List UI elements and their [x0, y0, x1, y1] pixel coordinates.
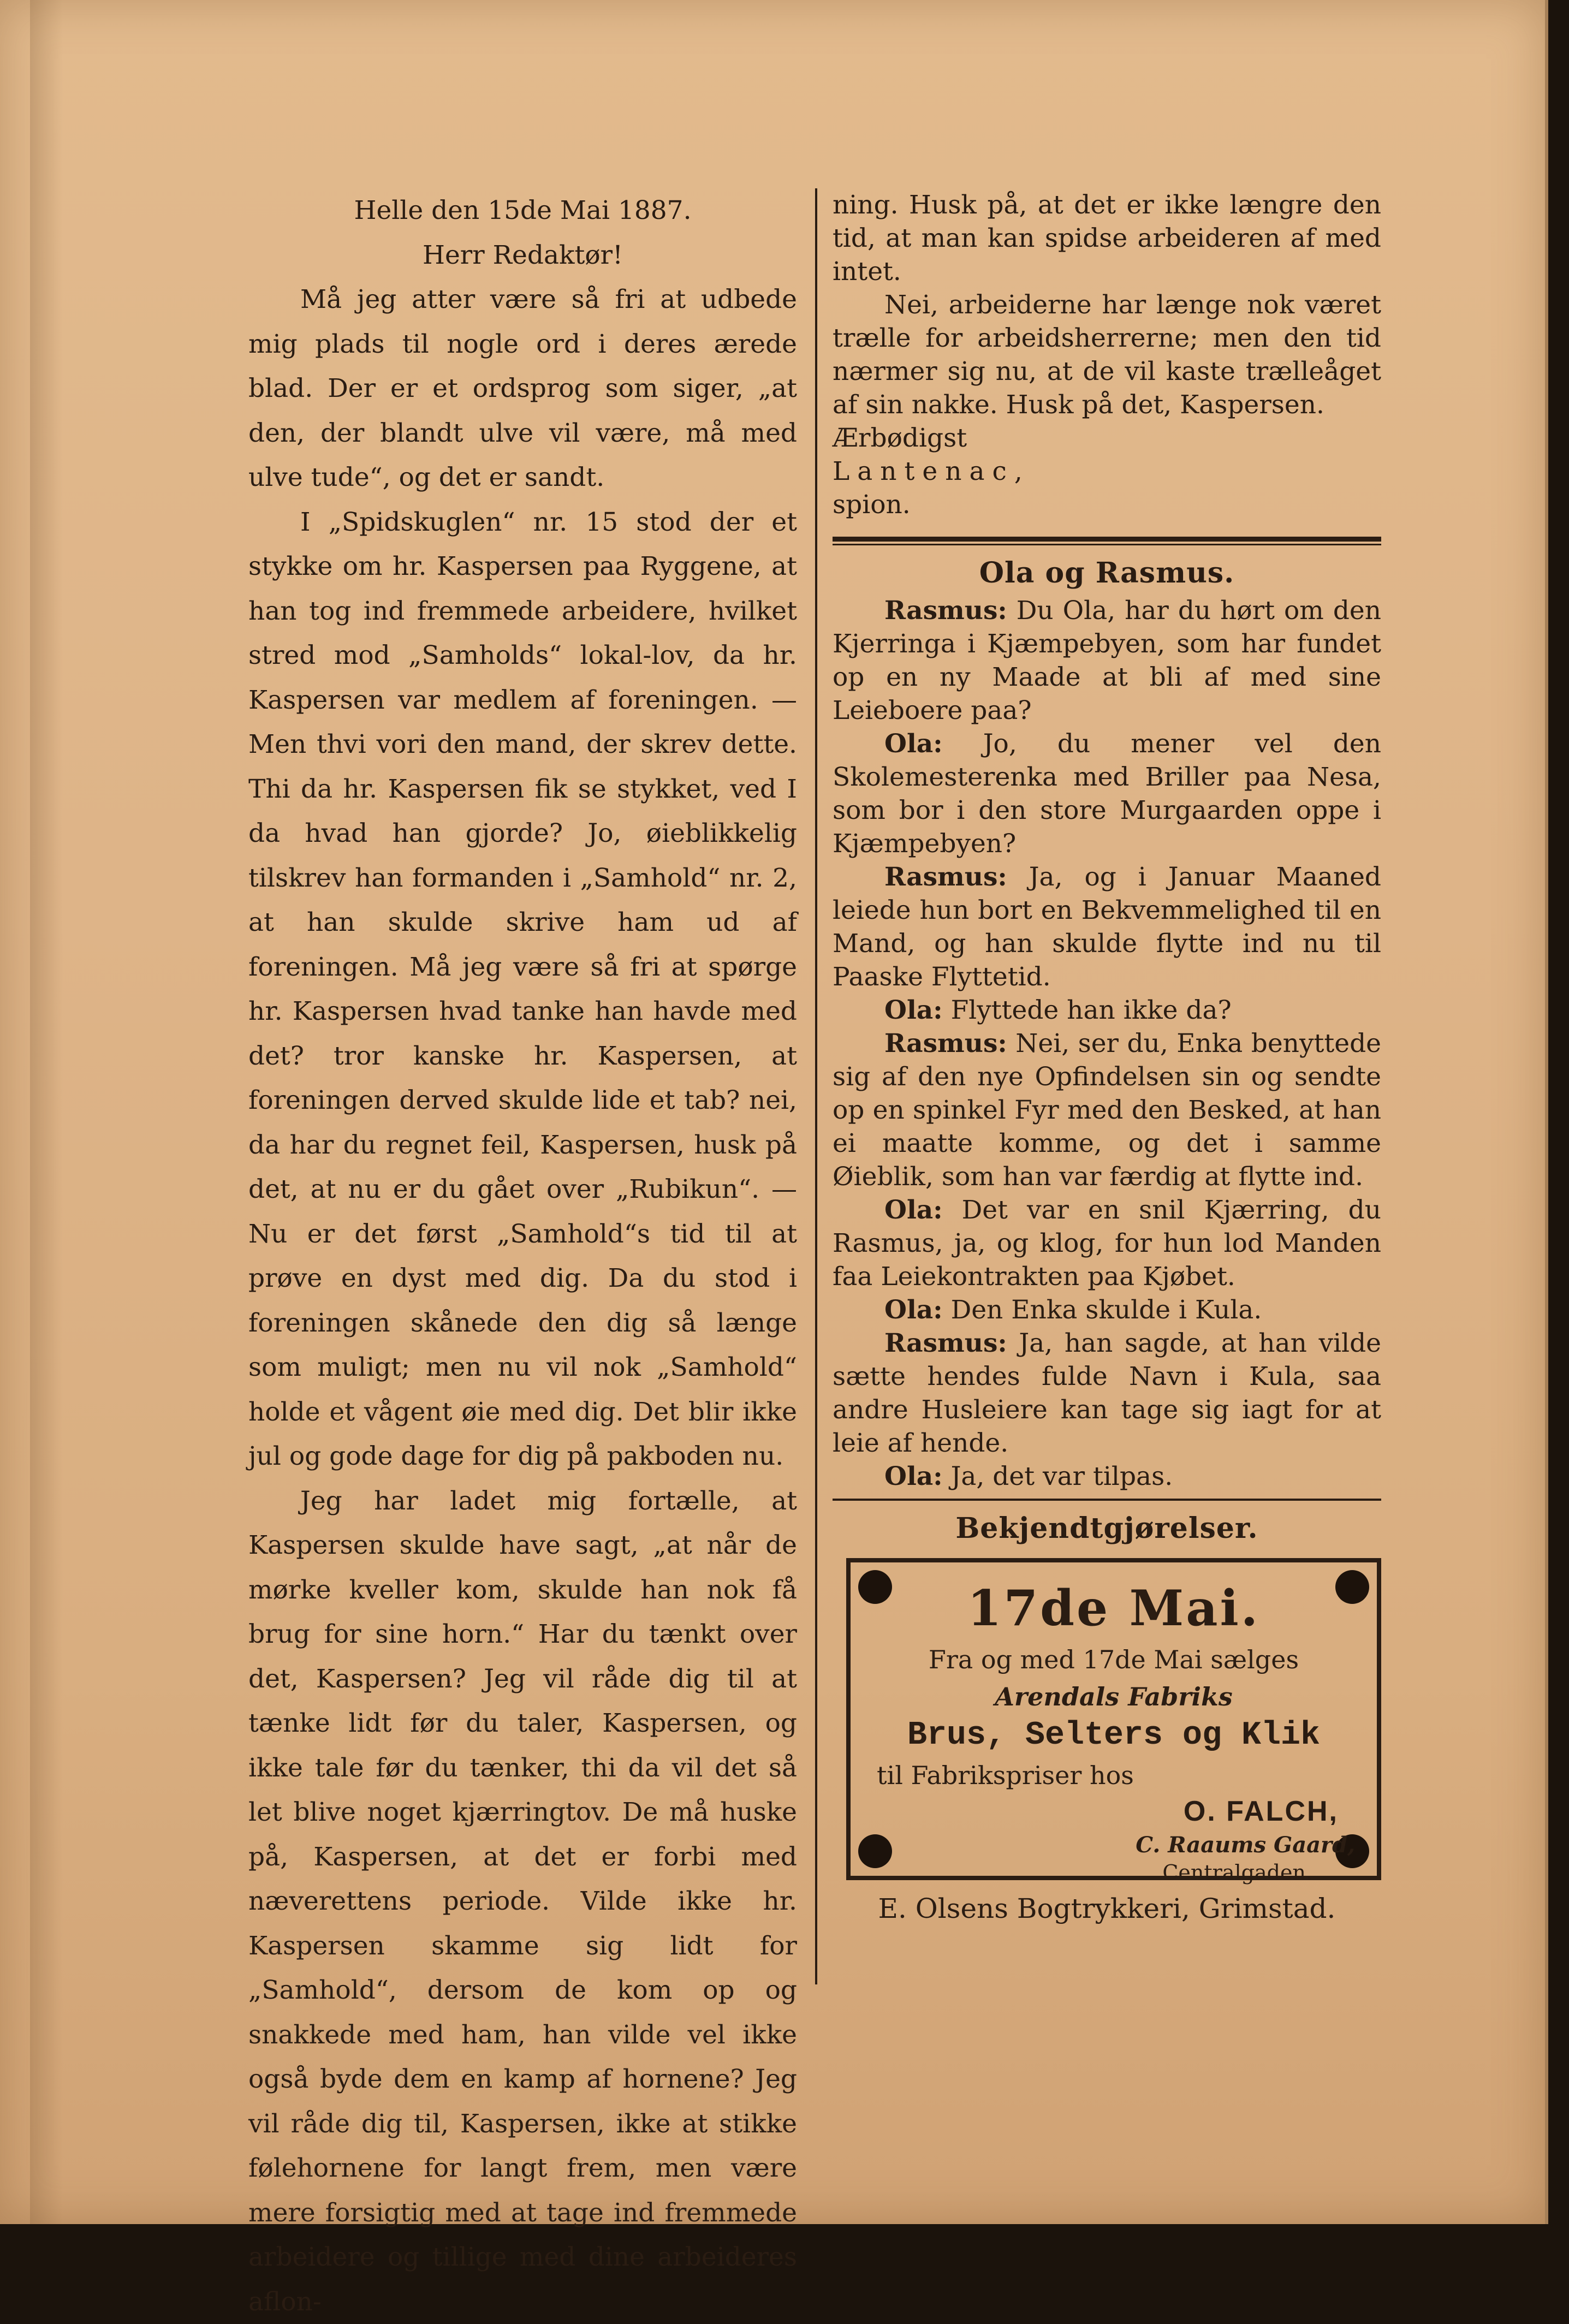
- dialogue-line: [833, 1027, 1381, 1193]
- dialogue-speaker: Ola:: [884, 1295, 943, 1325]
- ad-line-1: Fra og med 17de Mai sælges: [851, 1644, 1377, 1675]
- dialogue-text: Det var en snil Kjærring, du Rasmus, ja, og klog, for hun lod Manden faa Leiekontrakten paa Kjøbet.: [833, 1195, 1381, 1292]
- letter-paragraph: Må jeg atter være så fri at udbede mig plads til nogle ord i deres ærede blad. Der er et ordsprog som siger, „at den, der blandt ulve vil være, må med ulve tude“, og det er sandt.: [248, 277, 797, 500]
- dialogue-line: [833, 1193, 1381, 1293]
- signature-greeting: Ærbødigst: [833, 421, 1381, 455]
- signature-title: spion.: [833, 488, 1381, 521]
- dialogue-text: Ja, og i Januar Maaned leiede hun bort en Bekvemmelighed til en Mand, og han skulde flytte ind nu til Paaske Flyttetid.: [833, 862, 1381, 992]
- ad-title: 17de Mai.: [851, 1581, 1377, 1636]
- signature-name: Lantenac,: [833, 455, 1381, 488]
- notices-title: Bekjendtgjørelser.: [833, 1512, 1381, 1545]
- ad-line-2: Arendals Fabriks: [851, 1681, 1377, 1712]
- ad-address-1: C. Raaums Gaard,: [1136, 1830, 1355, 1861]
- printer-credit: E. Olsens Bogtrykkeri, Grimstad.: [833, 1892, 1381, 1925]
- dialogue-text: Ja, han sagde, at han vilde sætte hendes fulde Navn i Kula, saa andre Husleiere kan tage sig iagt for at leie af hende.: [833, 1328, 1381, 1458]
- ad-address-2: Centralgaden.: [1162, 1857, 1312, 1888]
- corner-ornament: [858, 1834, 892, 1868]
- right-column: [833, 188, 1381, 1925]
- dialogue-speaker: Rasmus:: [884, 1328, 1007, 1358]
- dialogue-line: [833, 1327, 1381, 1460]
- dialogue-line: [833, 1460, 1381, 1493]
- dialogue-speaker: Ola:: [884, 1461, 943, 1491]
- letter-column: [248, 188, 797, 2324]
- dialogue-line: [833, 860, 1381, 994]
- page-fold-shadow: [30, 0, 63, 2224]
- dialogue-text: Den Enka skulde i Kula.: [951, 1295, 1262, 1325]
- dialogue-speaker: Ola:: [884, 1195, 943, 1225]
- dialogue-text: Ja, det var tilpas.: [951, 1461, 1173, 1491]
- dialogue-title: Ola og Rasmus.: [833, 556, 1381, 590]
- letter-dateline: Helle den 15de Mai 1887.: [248, 188, 797, 233]
- dialogue-line: [833, 1293, 1381, 1327]
- dialogue-speaker: Ola:: [884, 995, 943, 1025]
- ad-merchant-name: O. FALCH,: [1184, 1796, 1339, 1827]
- letter-closing: Nei, arbeiderne har længe nok været trælle for arbeidsherrerne; men den tid nærmer sig nu, at de vil kaste trælleåget af sin nakke. Husk på det, Kaspersen.: [833, 288, 1381, 421]
- advertisement-box: [846, 1558, 1381, 1880]
- dialogue-text: Du Ola, har du hørt om den Kjerringa i Kjæmpebyen, som har fundet op en ny Maade at bli af med sine Leieboere paa?: [833, 596, 1381, 726]
- ad-line-4: til Fabrikspriser hos: [877, 1760, 1377, 1791]
- ad-line-3: Brus, Selters og Klik: [851, 1716, 1377, 1755]
- column-divider: [815, 188, 817, 1984]
- letter-salutation: Herr Redaktør!: [248, 233, 797, 278]
- letter-paragraph: Jeg har ladet mig fortælle, at Kaspersen skulde have sagt, „at når de mørke kveller kom, skulde han nok få brug for sine horn.“ Har du tænkt over det, Kaspersen? Jeg vil råde dig til at tænke lidt før du taler, Kaspersen, og ikke tale før du tænker, thi da vil det så let blive noget kjærringtov. De må huske på, Kaspersen, at det er forbi med næverettens periode. Vilde ikke hr. Kaspersen skamme sig lidt for „Samhold“, dersom de kom op og snakkede med ham, han vilde vel ikke også byde dem en kamp af hornene? Jeg vil råde dig til, Kaspersen, ikke at stikke følehornene for langt frem, men være mere forsigtig med at tage ind fremmede arbeidere og tillige med dine arbeideres aflon-: [248, 1479, 797, 2324]
- dialogue-speaker: Rasmus:: [884, 1029, 1007, 1059]
- dialogue-speaker: Rasmus:: [884, 862, 1007, 892]
- letter-continuation: ning. Husk på, at det er ikke længre den tid, at man kan spidse arbeideren af med intet.: [833, 188, 1381, 288]
- dialogue-speaker: Rasmus:: [884, 596, 1007, 626]
- dialogue-line: [833, 727, 1381, 860]
- dialogue-line: [833, 594, 1381, 727]
- section-rule: [833, 537, 1381, 545]
- dialogue-text: Jo, du mener vel den Skolemesterenka med Briller paa Nesa, som bor i den store Murgaarden oppe i Kjæmpebyen?: [833, 729, 1381, 859]
- dialogue-text: Nei, ser du, Enka benyttede sig af den nye Opfindelsen sin og sendte op en spinkel Fyr med den Besked, at han ei maatte komme, og det i samme Øieblik, som han var færdig at flytte ind.: [833, 1029, 1381, 1192]
- dialogue-speaker: Ola:: [884, 729, 943, 759]
- dialogue-line: [833, 994, 1381, 1027]
- dialogue-text: Flyttede han ikke da?: [951, 995, 1232, 1025]
- section-rule-thin: [833, 1499, 1381, 1501]
- letter-paragraph: I „Spidskuglen“ nr. 15 stod der et stykke om hr. Kaspersen paa Ryggene, at han tog ind fremmede arbeidere, hvilket stred mod „Samholds“ lokal-lov, da hr. Kaspersen var medlem af foreningen. — Men thvi vori den mand, der skrev dette. Thi da hr. Kaspersen fik se stykket, ved I da hvad han gjorde? Jo, øieblikkelig tilskrev han formanden i „Samhold“ nr. 2, at han skulde skrive ham ud af foreningen. Må jeg være så fri at spørge hr. Kaspersen hvad tanke han havde med det? tror kanske hr. Kaspersen, at foreningen derved skulde lide et tab? nei, da har du regnet feil, Kaspersen, husk på det, at nu er du gået over „Rubikun“. — Nu er det først „Samhold“s tid til at prøve en dyst med dig. Da du stod i foreningen skånede den dig så længe som muligt; men nu vil nok „Samhold“ holde et vågent øie med dig. Det blir ikke jul og gode dage for dig på pakboden nu.: [248, 500, 797, 1479]
